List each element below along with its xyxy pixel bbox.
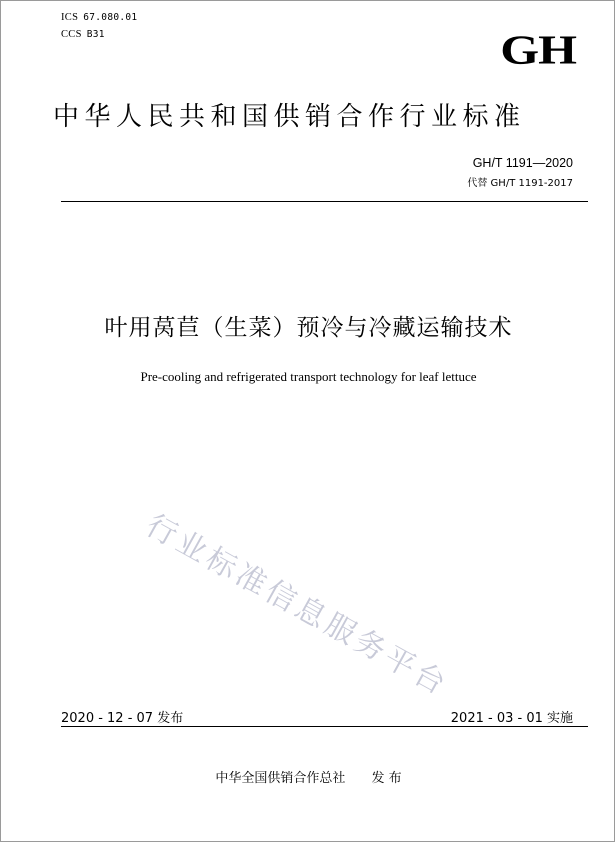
ccs-label: CCS — [61, 29, 82, 40]
publisher-line — [1, 767, 615, 786]
standard-number: GH/T 1191—2020 — [472, 156, 573, 170]
bottom-divider — [61, 726, 588, 727]
ics-value: 67.080.01 — [83, 12, 138, 23]
ccs-code — [61, 29, 105, 40]
replaces-standard: 代替 GH/T 1191-2017 — [467, 178, 573, 189]
issue-date: 2020 - 12 - 07 发布 — [61, 711, 184, 726]
implementation-date: 2021 - 03 - 01 实施 — [450, 711, 573, 726]
watermark: 行业标准信息服务平台 — [140, 507, 455, 704]
publisher-name: 中华全国供销合作总社 — [215, 771, 346, 786]
ics-code — [61, 12, 137, 23]
ccs-value: B31 — [86, 29, 105, 40]
publisher-action: 发 布 — [371, 771, 402, 786]
gh-logo: GH — [500, 26, 576, 73]
document-title-english: Pre-cooling and refrigerated transport technology for leaf lettuce — [140, 369, 477, 384]
organization-title: 中华人民共和国供销合作行业标准 — [53, 102, 526, 132]
ics-label: ICS — [61, 12, 79, 23]
top-divider — [61, 201, 588, 202]
document-title-chinese: 叶用莴苣（生菜）预冷与冷藏运输技术 — [104, 315, 513, 341]
